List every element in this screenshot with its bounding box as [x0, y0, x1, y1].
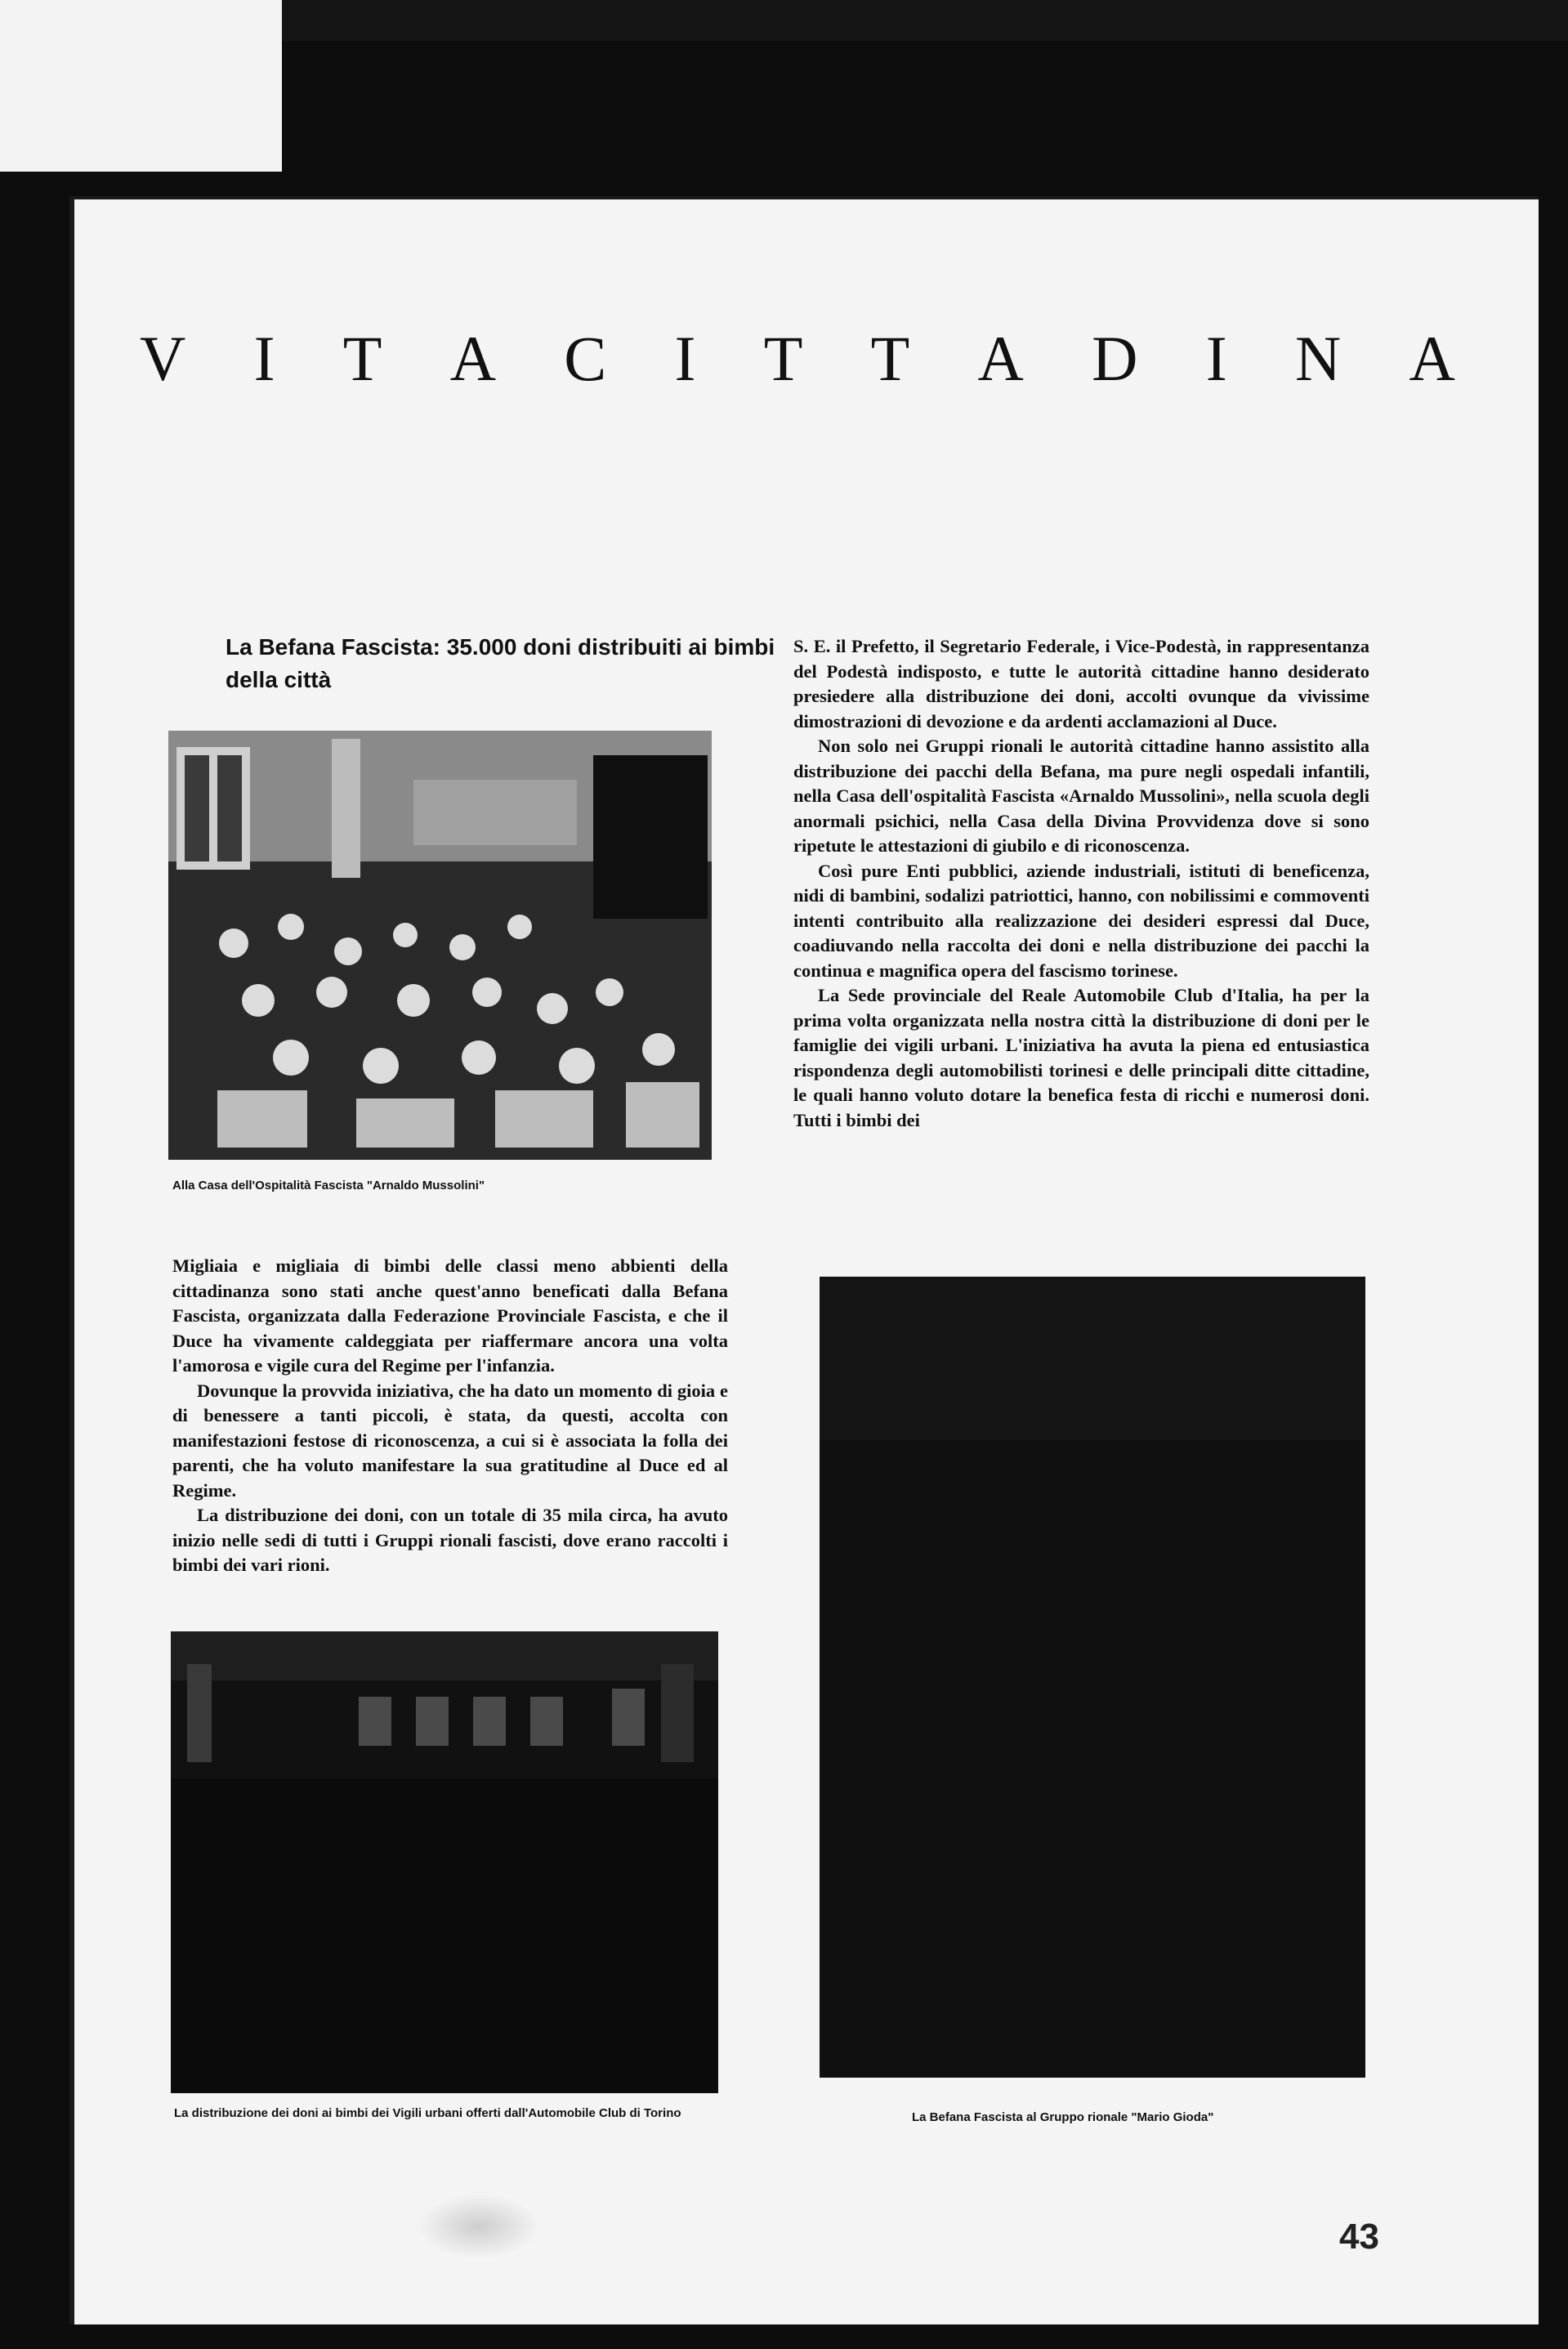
photo2-caption: La distribuzione dei doni ai bimbi dei Vigili urbani offerti dall'Automobile Club di Torino: [174, 2106, 681, 2120]
title-letter: A: [449, 323, 497, 394]
right-text-column: [793, 634, 1369, 1133]
paragraph: La Sede provinciale del Reale Automobile Club d'Italia, ha per la prima volta organizzata nella nostra città la distribuzione di doni per le famiglie dei vigili urbani. L'iniziativa ha avuta la piena ed entusiastica rispondenza degli automobilisti torinesi e delle principali ditte cittadine, le quali hanno voluto dotare la benefica festa di ricchi e numerosi doni. Tutti i bimbi dei: [793, 985, 1369, 1130]
photo1-caption: Alla Casa dell'Ospitalità Fascista "Arnaldo Mussolini": [172, 1179, 485, 1192]
article-headline: La Befana Fascista: 35.000 doni distribuiti ai bimbi della città: [226, 634, 775, 692]
paragraph: Dovunque la provvida iniziativa, che ha dato un momento di gioia e di benessere a tanti piccoli, è stata, da questi, accolta con manifestazioni festose di riconoscenza, a cui si è associata la folla dei parenti, che ha voluto manifestare la sua gratitudine al Duce ed al Regime.: [172, 1380, 728, 1501]
title-letter: C: [564, 323, 607, 394]
scan-margin-corner: [0, 0, 282, 172]
title-letter: A: [1409, 323, 1455, 394]
title-letter: I: [1205, 323, 1227, 394]
paragraph: S. E. il Prefetto, il Segretario Federale, i Vice-Podestà, in rappresentanza del Podestà indisposto, e tutte le autorità cittadine hanno desiderato presiedere alla distribuzione dei doni, accolti ovunque da vivissime dimostrazioni di devozione e da ardenti acclamazioni al Duce.: [793, 636, 1369, 732]
title-letter: T: [763, 323, 803, 394]
photo3-caption: La Befana Fascista al Gruppo rionale "Mario Gioda": [912, 2110, 1214, 2124]
title-letter: I: [674, 323, 696, 394]
title-letter: D: [1092, 323, 1138, 394]
paragraph: Non solo nei Gruppi rionali le autorità cittadine hanno assistito alla distribuzione dei pacchi della Befana, ma pure negli ospedali infantili, nella Casa dell'ospitalità Fascista «Arnaldo Mussolini», nella scuola degli anormali psichici, nella Casa della Divina Provvidenza dove si sono ripetute le attestazioni di giubilo e di riconoscenza.: [793, 736, 1369, 856]
paragraph: La distribuzione dei doni, con un totale di 35 mila circa, ha avuto inizio nelle sedi di tutti i Gruppi rionali fascisti, dove erano raccolti i bimbi dei vari rioni.: [172, 1505, 728, 1575]
title-letter: T: [870, 323, 910, 394]
crowd-photo-icon: [168, 731, 712, 1160]
title-letter: A: [977, 323, 1024, 394]
scan-dark-band: [282, 0, 1568, 41]
paragraph: Migliaia e migliaia di bimbi delle classi meno abbienti della cittadinanza sono stati anche quest'anno beneficati dalla Befana Fascista, organizzata dalla Federazione Provinciale Fascista, e che il Duce ha vivamente caldeggiata per riaffermare ancora una volta l'amorosa e vigile cura del Regime per l'infanzia.: [172, 1255, 728, 1376]
hall-photo-icon: [171, 1631, 718, 2093]
title-letter: N: [1294, 323, 1342, 394]
magazine-page: [69, 196, 1539, 2324]
dark-photo-icon: [820, 1277, 1365, 2078]
page-number: 43: [1339, 2217, 1379, 2257]
title-letter: I: [253, 323, 275, 394]
left-text-column: [172, 1254, 728, 1578]
title-letter: V: [140, 323, 186, 394]
paragraph: Così pure Enti pubblici, aziende industriali, istituti di beneficenza, nidi di bambini, sodalizi patriottici, hanno, con nobilissimi e commoventi intenti contribuito alla realizzazione dei desideri espressi dal Duce, coadiuvando nella raccolta dei doni e nella distribuzione dei pacchi la continua e magnifica opera del fascismo torinese.: [793, 860, 1369, 981]
paper-stain: [418, 2194, 540, 2259]
title-letter: T: [342, 323, 382, 394]
section-title: [140, 322, 1455, 396]
